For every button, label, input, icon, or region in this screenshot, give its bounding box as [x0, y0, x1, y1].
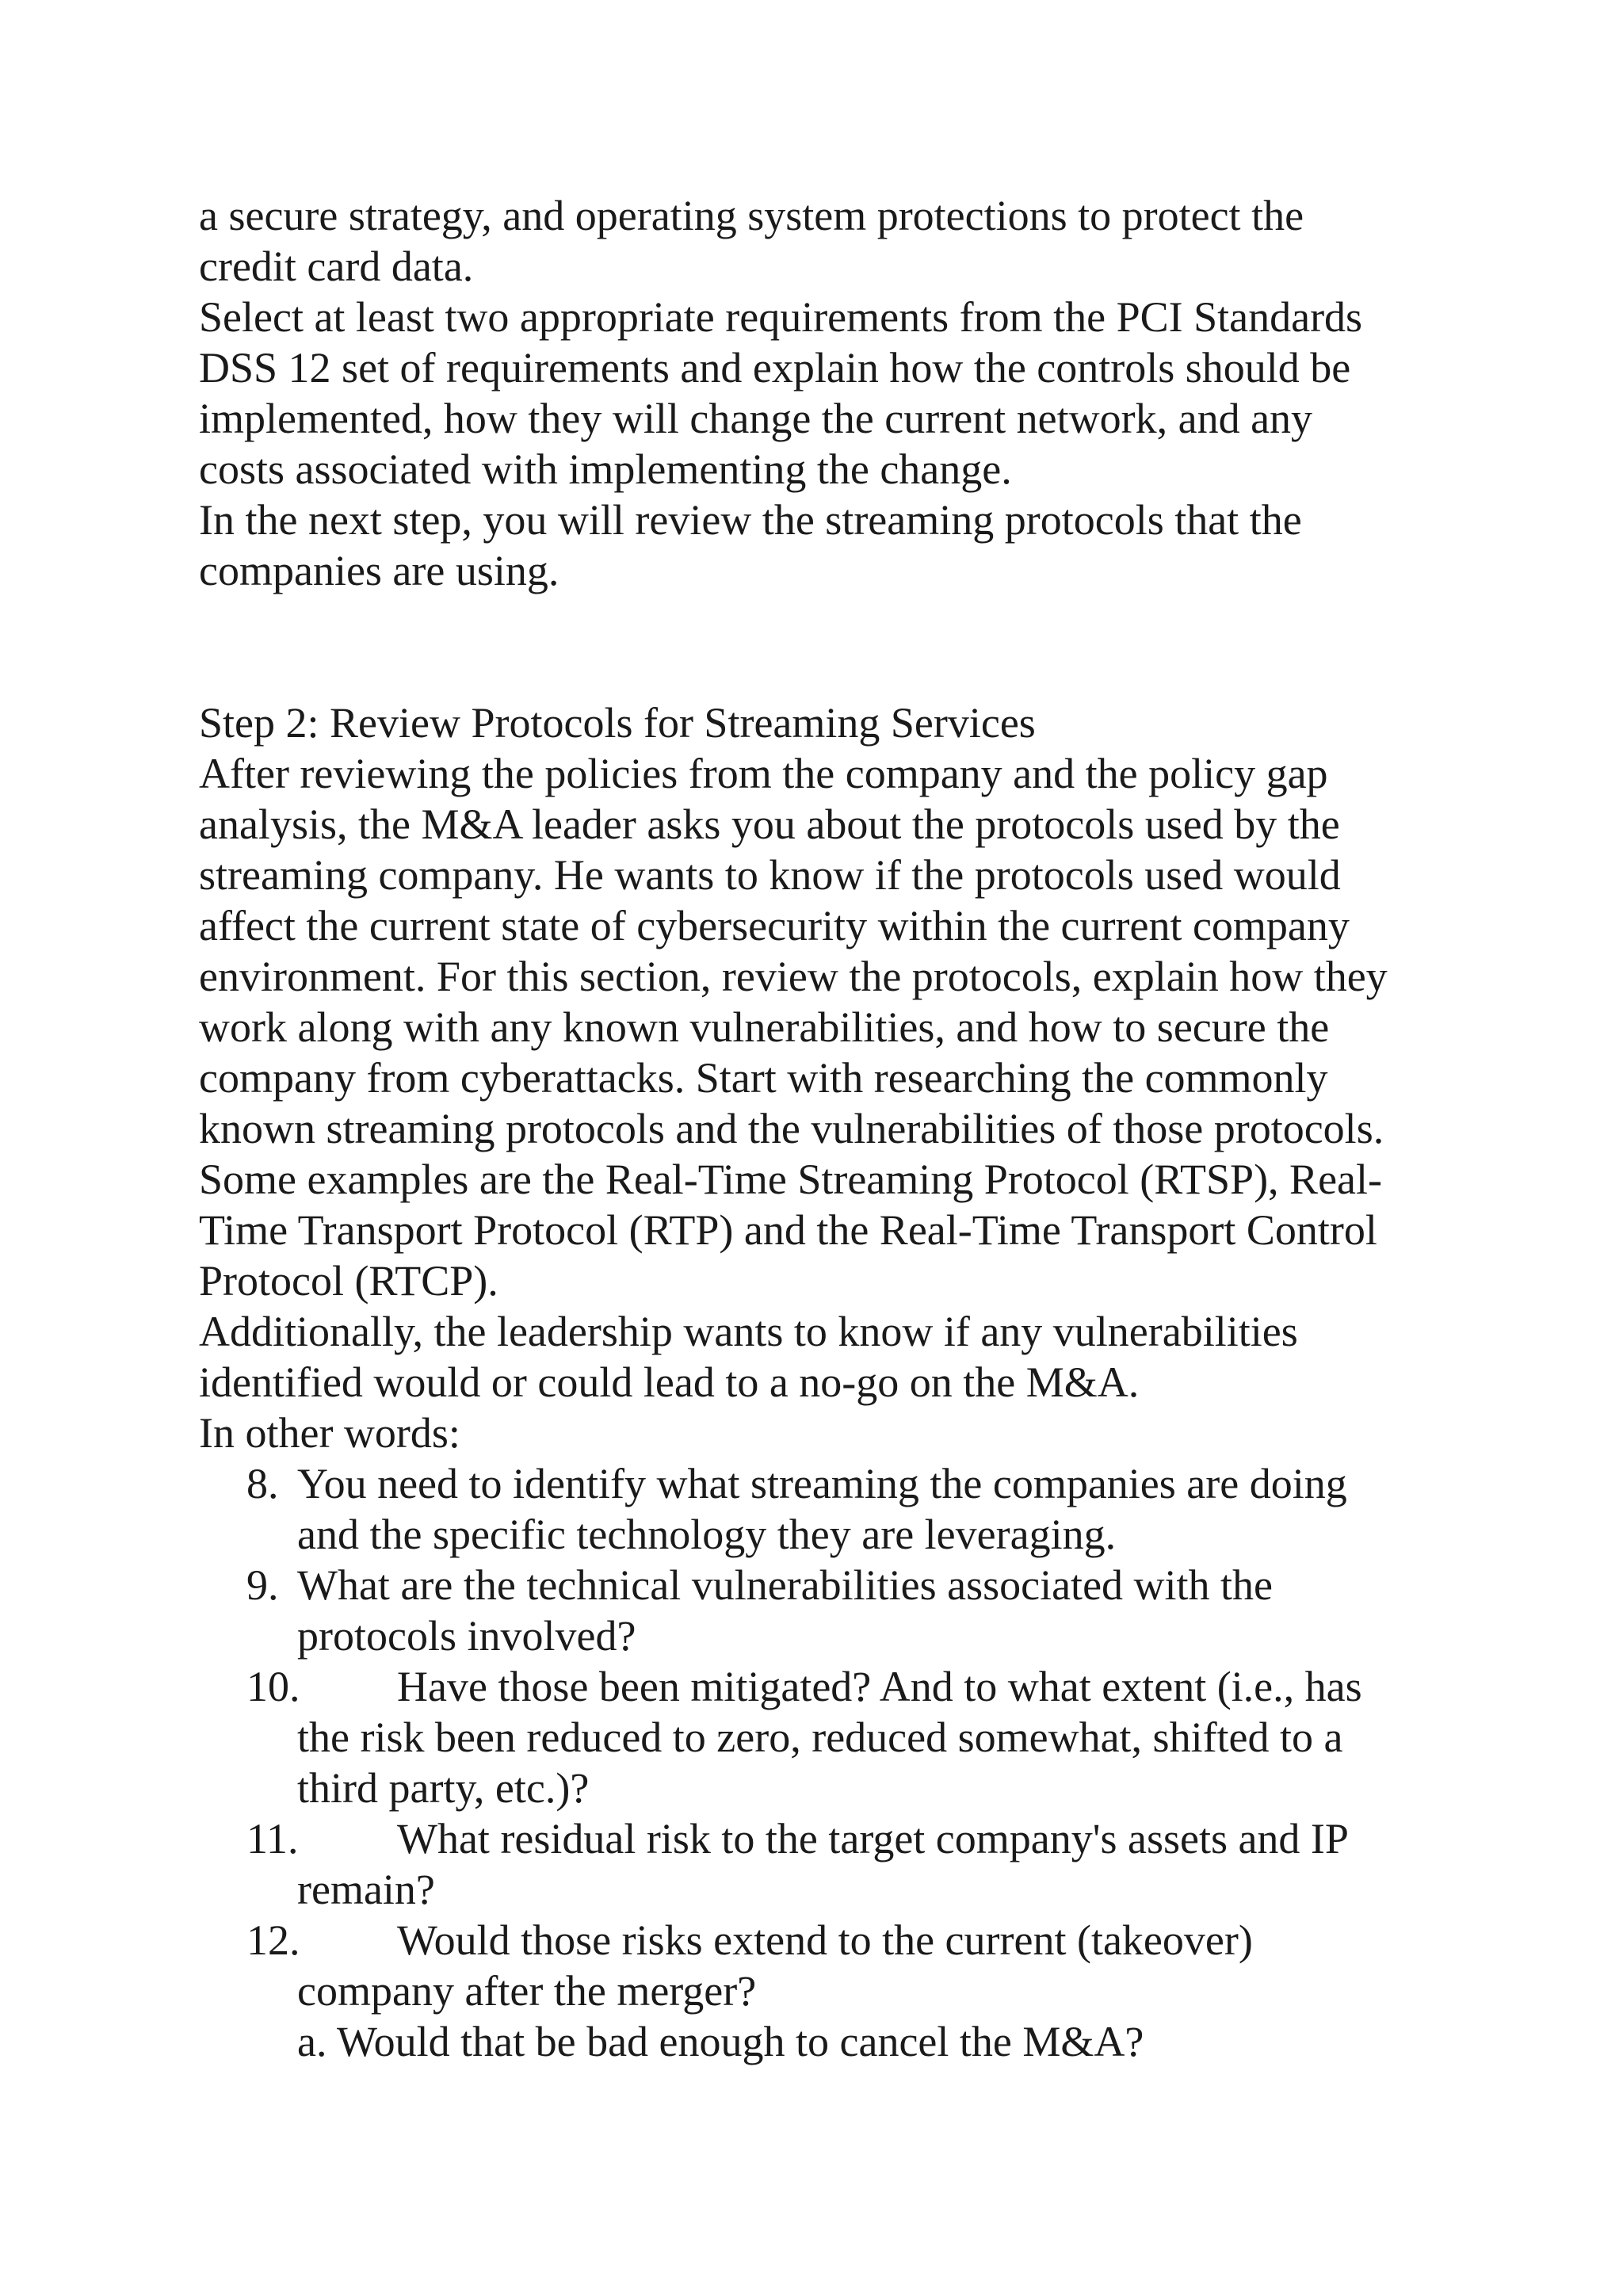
- list-item-text: remain?: [297, 1866, 435, 1913]
- text-line: credit card data.: [199, 243, 474, 290]
- list-item: [199, 1813, 1467, 1915]
- list-item-text: Have those been mitigated? And to what extent (i.e., has: [397, 1663, 1362, 1710]
- list-item-text: company after the merger?: [297, 1967, 757, 2015]
- list-item: [199, 1661, 1467, 1813]
- list-item: [199, 1915, 1467, 2016]
- text-line: After reviewing the policies from the company and the policy gap: [199, 750, 1328, 797]
- text-line: DSS 12 set of requirements and explain how the controls should be: [199, 344, 1351, 392]
- list-item-number: 10.: [246, 1663, 300, 1710]
- text-line: implemented, how they will change the current network, and any: [199, 395, 1313, 442]
- text-line: companies are using.: [199, 547, 559, 594]
- list-item-text: the risk been reduced to zero, reduced somewhat, shifted to a: [297, 1713, 1343, 1761]
- text-line: costs associated with implementing the change.: [199, 445, 1012, 493]
- text-line: Protocol (RTCP).: [199, 1257, 498, 1305]
- list-item-number: 12.: [246, 1916, 300, 1964]
- text-line: In the next step, you will review the streaming protocols that the: [199, 496, 1302, 544]
- list-item-number: 9.: [246, 1561, 279, 1609]
- list-item-text: and the specific technology they are leveraging.: [297, 1511, 1117, 1558]
- list-item-text: Would those risks extend to the current (takeover): [397, 1916, 1253, 1964]
- section-spacer: [199, 596, 1467, 697]
- list-item-text: third party, etc.)?: [297, 1764, 590, 1812]
- text-line: affect the current state of cybersecurity within the current company: [199, 902, 1350, 949]
- text-line: Select at least two appropriate requirements from the PCI Standards: [199, 293, 1363, 341]
- text-line: Some examples are the Real-Time Streaming Protocol (RTSP), Real-: [199, 1156, 1382, 1203]
- text-line: streaming company. He wants to know if the protocols used would: [199, 851, 1341, 899]
- list-item-text: protocols involved?: [297, 1612, 636, 1660]
- text-line: work along with any known vulnerabilities, and how to secure the: [199, 1003, 1330, 1051]
- text-line: known streaming protocols and the vulnerabilities of those protocols.: [199, 1105, 1384, 1152]
- text-line: Additionally, the leadership wants to know if any vulnerabilities: [199, 1308, 1298, 1355]
- list-item-number: 11.: [246, 1815, 299, 1862]
- text-line: environment. For this section, review the protocols, explain how they: [199, 953, 1388, 1000]
- list-item: [199, 1560, 1467, 1661]
- text-line: a secure strategy, and operating system protections to protect the: [199, 192, 1304, 239]
- list-subitem: a. Would that be bad enough to cancel the M&A?: [297, 2018, 1144, 2065]
- intro-paragraphs: [199, 190, 1467, 596]
- section-heading: Step 2: Review Protocols for Streaming Services: [199, 699, 1036, 747]
- step2-section: [199, 697, 1467, 1458]
- text-line: In other words:: [199, 1409, 460, 1457]
- document-body: [199, 190, 1467, 2067]
- text-line: company from cyberattacks. Start with researching the commonly: [199, 1054, 1328, 1102]
- text-line: analysis, the M&A leader asks you about the protocols used by the: [199, 800, 1340, 848]
- text-line: Time Transport Protocol (RTP) and the Real-Time Transport Control: [199, 1206, 1377, 1254]
- list-item-number: 8.: [246, 1460, 279, 1507]
- numbered-list: [199, 1458, 1467, 2067]
- list-item-text: What are the technical vulnerabilities associated with the: [297, 1561, 1274, 1609]
- list-item-text: You need to identify what streaming the companies are doing: [297, 1460, 1347, 1507]
- text-line: identified would or could lead to a no-go on the M&A.: [199, 1358, 1140, 1406]
- list-item: [199, 1458, 1467, 1560]
- list-item-text: What residual risk to the target company's assets and IP: [397, 1815, 1349, 1862]
